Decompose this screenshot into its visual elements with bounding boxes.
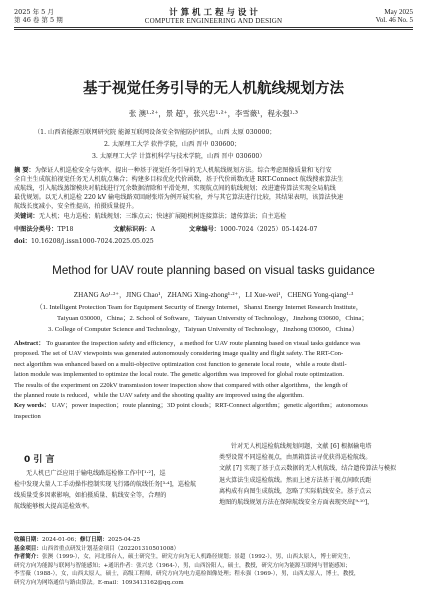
doc-code-value: A: [150, 226, 156, 233]
article-no-label: 文章编号：: [189, 226, 220, 233]
issue-date: 2025 年 5 月: [14, 8, 54, 16]
clc-label: 中图法分类号：: [14, 226, 58, 233]
section-heading-intro: 0 引 言: [24, 455, 55, 465]
revised-label: 修订日期：: [79, 537, 108, 543]
paper-title-en: Method for UAV route planning based on visual tasks guidance: [52, 264, 375, 277]
intro-line: 线质量受多因素影响，如拍摄质量、航线安全等，合理的: [14, 492, 167, 499]
intro-line: 检中发现大量人工手动操作控制实现飞行器的航线任务[³·⁴]，巡检航: [14, 481, 197, 488]
bio-line: 研究方向为网络通信与路由算法。E-mail：1093413162@qq.com: [14, 579, 184, 586]
intro-right-column: [219, 441, 415, 508]
abstract-cn-line: 最优规划。以无人机巡检 220 kV 输电线路双回耐张塔为例开展实验，并与其它算法进行比较，其结果表明，该算法快速: [14, 194, 344, 201]
paper-title-cn: 基于视觉任务引导的无人机航线规划方法: [83, 81, 344, 97]
intro-left-column: [14, 468, 210, 512]
affiliation-en-2: Taiyuan 030000，China；2. School of Software，Taiyuan University of Technology，Jinzhong 030600，China；: [57, 315, 369, 322]
abstract-cn-line: 全自主生成航拍视觉任务无人机航点集合；构建多目标优化代价函数，基于代价函数改进 RRT-Connect 航线搜索算法生: [14, 176, 344, 183]
keywords-cn-label: 关键词：: [14, 213, 39, 220]
bio-line: 张澳（1999-），女，河北邢台人，硕士研究生，研究方向为无人机路径规划；景超（1992-），男，山西太原人，博士研究生，: [41, 554, 354, 561]
keywords-en-text: UAV；power inspection；route planning；3D point clouds；RRT-Connect algorithm；genetic algorithm；autonomous: [51, 402, 368, 410]
fund-text: 山西省重点研发计划基金项目（202201310501008）: [41, 545, 180, 552]
header-rule-second: [14, 29, 413, 30]
footnote-rule: [14, 532, 100, 533]
doi-label: doi：: [14, 238, 31, 245]
received-label: 收稿日期：: [14, 537, 42, 543]
abstract-en-line: the planned route is reduced，while the UAV safety and the shooting quality are improved using the algorithm.: [14, 392, 304, 400]
abstract-en-line: lation module was implemented to optimize the local route. The genetic algorithm was improved for global route optimization.: [14, 371, 345, 379]
footnote-block: [14, 536, 413, 588]
doc-code-label: 文献标识码：: [113, 226, 151, 233]
article-no-value: 1000-7024（2025）05-1424-07: [219, 226, 318, 233]
keywords-cn-text: 无人机；电力巡检；航线规划；三维点云；快速扩展随机树连接算法；遗传算法；自主巡检: [38, 213, 287, 220]
intro-line: 离构成有向图生成航线，忽略了实际航线安全。基于点云: [219, 487, 372, 495]
abstract-en-line: nect algorithm was enhanced based on a multi-objective optimization cost function to generate local route，while a route distil-: [14, 360, 347, 368]
affiliation-en-3: 3. College of Computer Science and Technology，Taiyuan University of Technology，Jinzhong 030600，China）: [48, 326, 359, 333]
affiliation-cn-3: 3. 太原理工大学 计算机科学与技术学院，山西 晋中 030600）: [92, 153, 266, 160]
revised-date: 2025-04-25: [107, 537, 141, 543]
abstract-cn: [14, 166, 413, 211]
intro-line: 航线能够极大提高巡检效率。: [14, 503, 94, 510]
doi-line: [14, 237, 154, 246]
bio-label: 作者简介：: [14, 554, 42, 561]
keywords-en-label: Key words：: [14, 402, 51, 410]
clc-value: TP18: [57, 226, 74, 233]
authors-cn: 张 澳¹·²⁺，景 超¹，张兴忠¹·²⁺，李雪薇¹，程永强¹·³: [129, 109, 298, 118]
fund-label: 基金项目：: [14, 545, 42, 552]
abstract-cn-line: 成航线，引入航线蒸馏模块对航线进行冗余数据清除和平滑处理，实现航点间的航线规划；改进遗传算法实现全局航线: [14, 185, 336, 192]
affiliation-cn-2: 2. 太原理工大学 软件学院，山西 晋中 030600；: [104, 141, 241, 148]
abstract-cn-line: 航线长度减小，安全性提高，拍摄质量提升。: [14, 203, 138, 210]
issue-date-en: May 2025: [384, 8, 413, 16]
intro-line: 退火算法生成巡检航线。然而上述方法基于视点间欧氏距: [219, 476, 372, 484]
affiliation-en-1: （1. Intelligent Protection Team for Equipment Security of Energy Internet，Shanxi Energy Internet Research Institute，: [36, 304, 363, 311]
intro-line: 无人机已广泛应用于输电线路巡检修工作中[¹·²]，巡: [26, 470, 166, 477]
abstract-en-line: proposed. The set of UAV viewpoints was generated autonomously considering image quality and flight safety. The RRT-Con-: [14, 350, 344, 358]
bio-line: 李雪薇（1988-），女，山西太原人，硕士，高级工程师，研究方向为电力巡检图像处理；程永强（1969-），男，山西太原人，博士，教授，: [14, 571, 360, 578]
intro-line: 针对无人机巡检航线规划问题，文献 [6] 根据输电塔: [231, 443, 372, 450]
classification-line: [14, 225, 317, 234]
received-date: 2024-01-06；: [41, 537, 80, 543]
affiliation-cn-1: （1. 山西省能源互联网研究院 能源互联网设备安全智能防护团队，山西 太原 030000；: [34, 129, 276, 136]
journal-title-en: COMPUTER ENGINEERING AND DESIGN: [144, 17, 283, 25]
intro-line: 类型设置不同巡检视点，由黑箱算法寻优获得巡检航线。: [219, 454, 372, 462]
intro-line: 地图的航线规划方法在保障航线安全方面表现突出[⁹·¹⁰]，: [219, 499, 374, 507]
abstract-cn-line: 为保证人机巡检安全与效率，提出一种基于视觉任务引导的无人机航线规划方法。综合考虑图像质量和飞行安: [34, 167, 332, 174]
journal-title-cn: 计 算 机 工 程 与 设 计: [169, 8, 258, 18]
abstract-en: [14, 339, 413, 422]
header-rule: [14, 27, 413, 28]
abstract-en-line: To guarantee the inspection safety and efficiency，a method for UAV route planning based on visual tasks guidance was: [46, 340, 361, 347]
abstract-cn-label: 摘 要：: [14, 167, 35, 174]
keywords-cn: [14, 212, 286, 221]
intro-line: 文献 [7] 实现了基于点云数据的无人机航线，结合遗传算法与模拟: [219, 465, 397, 473]
volume-issue: 第 46 卷 第 5 期: [14, 16, 63, 24]
doi-value: 10.16208/j.issn1000-7024.2025.05.025: [31, 238, 154, 245]
bio-line: 研究方向为能源与联网与智能感知；+通讯作者：张兴忠（1964-），男，山西汾阳人，硕士，教授，研究方向为能源互联网与智能感知；: [14, 562, 351, 569]
volume-issue-en: Vol. 46 No. 5: [375, 16, 413, 24]
abstract-en-line: The results of the experiment on 220kV transmission tower inspection show that compared with other algorithms，the length of: [14, 381, 348, 389]
abstract-en-label: Abstract：: [14, 340, 45, 347]
keywords-en-text-cont: inspection: [14, 412, 41, 420]
authors-en: ZHANG Ao¹·²⁺，JING Chao¹，ZHANG Xing-zhong¹·²⁺，LI Xue-wei¹，CHENG Yong-qiang¹·³: [73, 291, 354, 299]
